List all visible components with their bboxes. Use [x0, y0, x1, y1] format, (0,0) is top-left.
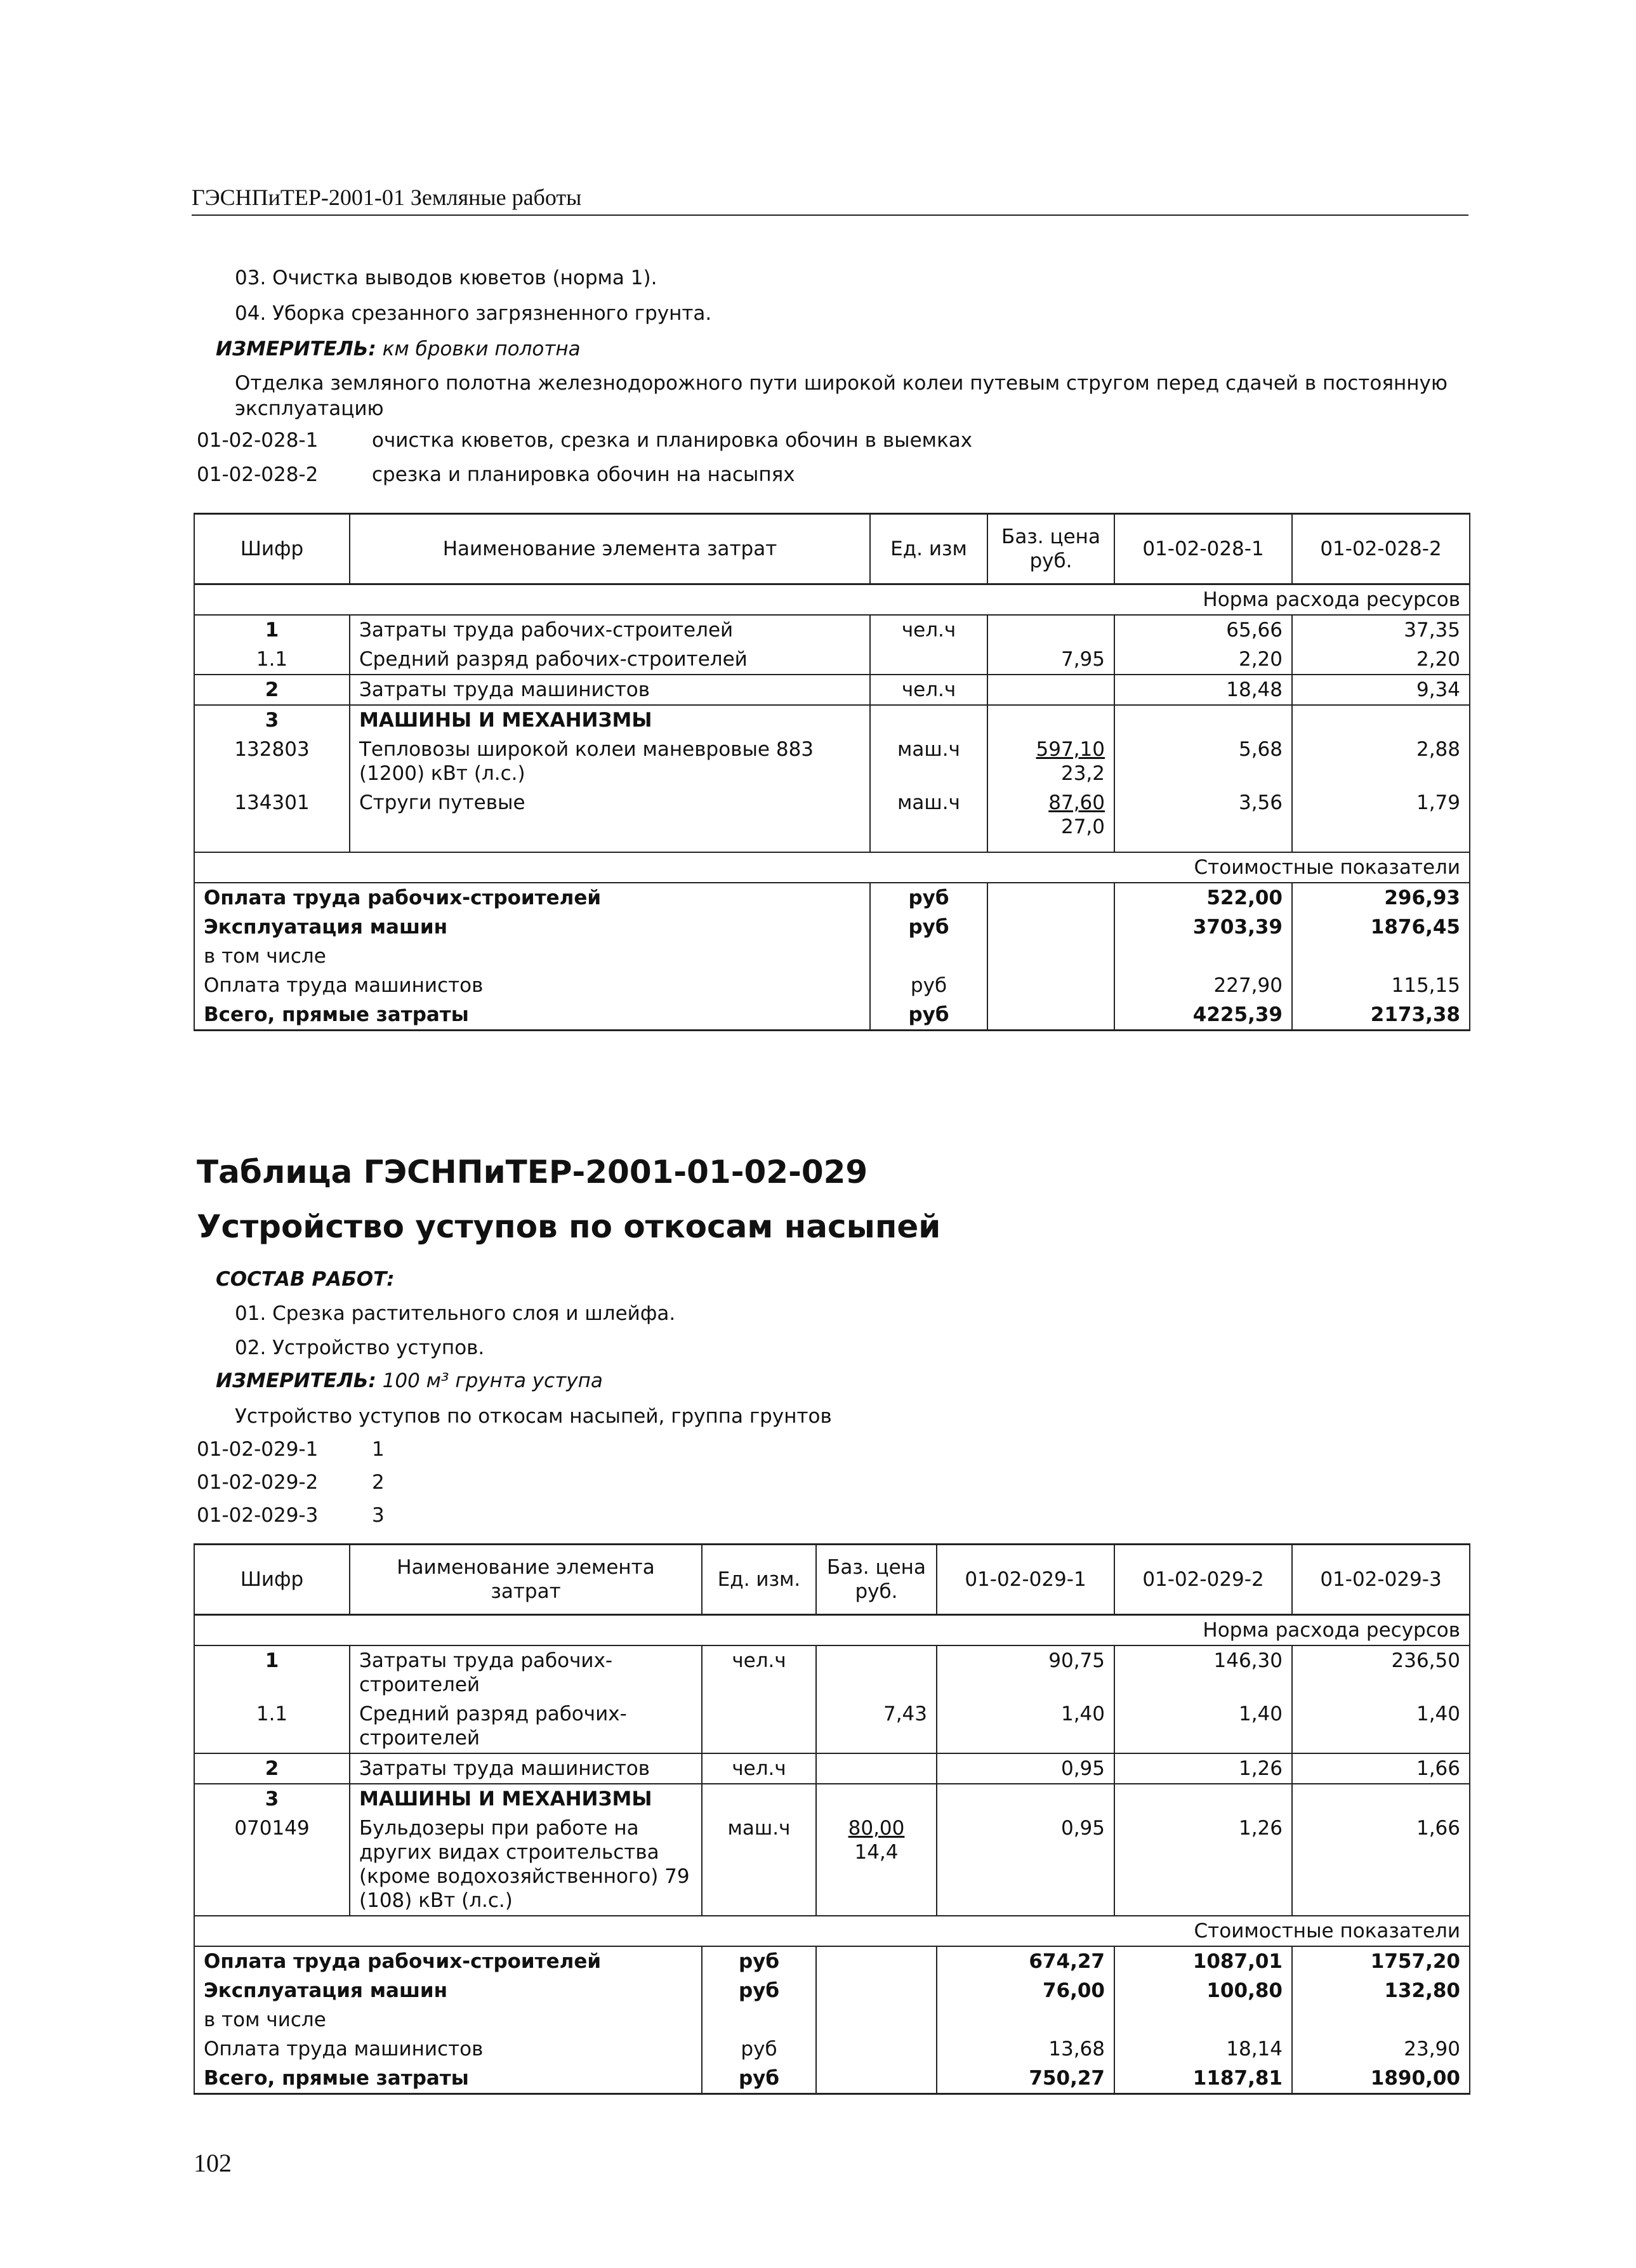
cost-value: 750,27 — [937, 2064, 1114, 2094]
description-line-2: эксплуатацию — [235, 397, 384, 420]
section-row-norm — [194, 1615, 1470, 1646]
cell-unit: маш.ч — [702, 1814, 816, 1916]
cost-value: 522,00 — [1114, 883, 1292, 913]
code-line — [197, 463, 795, 486]
cost-name: Оплата труда машинистов — [194, 971, 870, 1000]
table-row — [194, 615, 1470, 645]
cost-value — [1292, 2005, 1470, 2034]
cell-name: Бульдозеры при работе на других видах строительства (кроме водохозяйственного) 79 (108) кВт (л.с.) — [350, 1814, 702, 1916]
table-subtitle: Устройство уступов по откосам насыпей — [197, 1208, 941, 1245]
cost-value: 1890,00 — [1292, 2064, 1470, 2094]
cell-code: 132803 — [194, 735, 350, 788]
cell-value: 1,79 — [1292, 788, 1470, 852]
meter-value: 100 м³ грунта уступа — [382, 1369, 603, 1392]
cost-value: 132,80 — [1292, 1976, 1470, 2005]
cell-value — [1114, 1784, 1292, 1814]
code-line — [197, 1504, 385, 1527]
cell-value: 18,48 — [1114, 675, 1292, 705]
cost-value: 23,90 — [1292, 2034, 1470, 2064]
cost-price — [987, 942, 1114, 971]
cell-unit: чел.ч — [870, 615, 987, 645]
cost-name: Эксплуатация машин — [194, 913, 870, 942]
cost-value: 18,14 — [1114, 2034, 1292, 2064]
section-label: Стоимостные показатели — [194, 852, 1470, 883]
cost-name: Оплата труда машинистов — [194, 2034, 702, 2064]
cost-row — [194, 883, 1470, 913]
cell-value: 65,66 — [1114, 615, 1292, 645]
cell-value — [1292, 705, 1470, 735]
cost-unit: руб — [702, 2064, 816, 2094]
header-rule — [192, 214, 1468, 216]
cost-unit: руб — [702, 1946, 816, 1976]
cost-value: 1757,20 — [1292, 1946, 1470, 1976]
table-row — [194, 1753, 1470, 1784]
cell-price — [987, 705, 1114, 735]
cell-price — [987, 615, 1114, 645]
cost-value: 1087,01 — [1114, 1946, 1292, 1976]
cell-name: МАШИНЫ И МЕХАНИЗМЫ — [350, 705, 870, 735]
cell-name: Затраты труда машинистов — [350, 675, 870, 705]
cost-name: Всего, прямые затраты — [194, 1000, 870, 1031]
cell-value: 1,26 — [1114, 1753, 1292, 1784]
cost-value: 4225,39 — [1114, 1000, 1292, 1031]
cell-value: 1,26 — [1114, 1814, 1292, 1916]
cost-name: Эксплуатация машин — [194, 1976, 702, 2005]
work-item-02: 02. Устройство уступов. — [235, 1336, 485, 1359]
cell-value: 1,40 — [1292, 1699, 1470, 1753]
code-line — [197, 1471, 385, 1494]
cell-value — [1292, 1784, 1470, 1814]
column-header: Баз. цена руб. — [816, 1545, 937, 1615]
meter-value: км бровки полотна — [382, 338, 581, 360]
cost-row — [194, 942, 1470, 971]
code-text: 3 — [372, 1504, 385, 1527]
cell-unit: чел.ч — [702, 1753, 816, 1784]
cost-price — [987, 913, 1114, 942]
cell-code: 1 — [194, 615, 350, 645]
cell-name: Средний разряд рабочих-строителей — [350, 645, 870, 675]
code: 01-02-029-1 — [197, 1438, 319, 1461]
cell-code: 1 — [194, 1645, 350, 1699]
cell-code: 2 — [194, 675, 350, 705]
cost-name: в том числе — [194, 2005, 702, 2034]
cell-price — [816, 1814, 937, 1916]
cost-value: 115,15 — [1292, 971, 1470, 1000]
cost-price — [987, 1000, 1114, 1031]
cost-unit: руб — [702, 1976, 816, 2005]
table-row — [194, 735, 1470, 788]
section-label: Норма расхода ресурсов — [194, 584, 1470, 616]
code: 01-02-029-2 — [197, 1471, 319, 1494]
code: 01-02-028-1 — [197, 429, 319, 452]
cost-row — [194, 2005, 1470, 2034]
cell-value: 37,35 — [1292, 615, 1470, 645]
cell-value: 2,20 — [1292, 645, 1470, 675]
cost-unit: руб — [870, 1000, 987, 1031]
cell-value: 5,68 — [1114, 735, 1292, 788]
work-item-04: 04. Уборка срезанного загрязненного грунта. — [235, 302, 712, 325]
code: 01-02-028-2 — [197, 463, 319, 486]
table-row — [194, 1645, 1470, 1699]
cost-value — [1114, 942, 1292, 971]
cost-row — [194, 2034, 1470, 2064]
table-row — [194, 1784, 1470, 1814]
cell-code: 3 — [194, 1784, 350, 1814]
section-row-cost — [194, 1916, 1470, 1946]
cost-value: 2173,38 — [1292, 1000, 1470, 1031]
cell-value: 0,95 — [937, 1753, 1114, 1784]
cell-code: 134301 — [194, 788, 350, 852]
meter-line-2 — [216, 1369, 603, 1392]
price-bottom: 14,4 — [854, 1841, 899, 1864]
cost-row — [194, 1976, 1470, 2005]
cell-price: 7,95 — [987, 645, 1114, 675]
cost-unit — [870, 942, 987, 971]
cell-unit — [870, 705, 987, 735]
code-text: 1 — [372, 1438, 385, 1461]
cell-name: Тепловозы широкой колеи маневровые 883 (1200) кВт (л.с.) — [350, 735, 870, 788]
column-header: 01-02-028-1 — [1114, 514, 1292, 584]
cell-unit — [870, 645, 987, 675]
work-item-01: 01. Срезка растительного слоя и шлейфа. — [235, 1302, 676, 1325]
cell-price — [987, 735, 1114, 788]
cell-price — [987, 788, 1114, 852]
cost-value — [937, 2005, 1114, 2034]
cell-unit — [702, 1699, 816, 1753]
cell-value: 1,66 — [1292, 1814, 1470, 1916]
cell-unit: чел.ч — [870, 675, 987, 705]
cost-value: 76,00 — [937, 1976, 1114, 2005]
cell-code: 1.1 — [194, 1699, 350, 1753]
cost-unit: руб — [870, 913, 987, 942]
cell-price: 7,43 — [816, 1699, 937, 1753]
cost-value: 3703,39 — [1114, 913, 1292, 942]
cost-value — [1292, 942, 1470, 971]
cell-value: 0,95 — [937, 1814, 1114, 1916]
price-bottom: 23,2 — [1060, 762, 1105, 785]
cell-value: 2,88 — [1292, 735, 1470, 788]
cost-price — [816, 1976, 937, 2005]
cell-value: 1,66 — [1292, 1753, 1470, 1784]
meter-label: ИЗМЕРИТЕЛЬ: — [216, 338, 376, 360]
cell-code: 3 — [194, 705, 350, 735]
meter-line-1 — [216, 338, 581, 360]
table-row — [194, 645, 1470, 675]
cost-unit: руб — [702, 2034, 816, 2064]
cost-row — [194, 971, 1470, 1000]
cell-code: 2 — [194, 1753, 350, 1784]
cell-value: 1,40 — [1114, 1699, 1292, 1753]
meter-label: ИЗМЕРИТЕЛЬ: — [216, 1369, 376, 1392]
cost-value: 227,90 — [1114, 971, 1292, 1000]
resource-table-2 — [194, 1543, 1470, 2095]
section-row-norm — [194, 584, 1470, 616]
column-header: Наименование элемента затрат — [350, 514, 870, 584]
cell-name: МАШИНЫ И МЕХАНИЗМЫ — [350, 1784, 702, 1814]
cost-price — [816, 2005, 937, 2034]
cost-row — [194, 1946, 1470, 1976]
cost-value: 100,80 — [1114, 1976, 1292, 2005]
code-line — [197, 1438, 385, 1461]
cost-unit: руб — [870, 883, 987, 913]
cell-value: 90,75 — [937, 1645, 1114, 1699]
cost-name: Оплата труда рабочих-строителей — [194, 883, 870, 913]
column-header: Ед. изм — [870, 514, 987, 584]
cost-row-total — [194, 2064, 1470, 2094]
column-header: 01-02-029-2 — [1114, 1545, 1292, 1615]
section-row-cost — [194, 852, 1470, 883]
running-header: ГЭСНПиТЕР-2001-01 Земляные работы — [192, 185, 582, 210]
work-item-03: 03. Очистка выводов кюветов (норма 1). — [235, 267, 657, 289]
code-text: очистка кюветов, срезка и планировка обочин в выемках — [372, 429, 973, 452]
table-row — [194, 788, 1470, 852]
cost-value: 296,93 — [1292, 883, 1470, 913]
section-label: Стоимостные показатели — [194, 1916, 1470, 1946]
table-row — [194, 705, 1470, 735]
cost-price — [987, 971, 1114, 1000]
cost-value: 1876,45 — [1292, 913, 1470, 942]
table-row — [194, 1699, 1470, 1753]
price-bottom: 27,0 — [1060, 815, 1105, 838]
cell-value: 1,40 — [937, 1699, 1114, 1753]
cell-value — [1114, 705, 1292, 735]
column-header: Ед. изм. — [702, 1545, 816, 1615]
column-header: 01-02-029-1 — [937, 1545, 1114, 1615]
cost-value: 674,27 — [937, 1946, 1114, 1976]
table-header-row — [194, 514, 1470, 584]
cost-unit — [702, 2005, 816, 2034]
code: 01-02-029-3 — [197, 1504, 319, 1527]
cell-name: Средний разряд рабочих-строителей — [350, 1699, 702, 1753]
section-label: Норма расхода ресурсов — [194, 1615, 1470, 1646]
cell-value: 3,56 — [1114, 788, 1292, 852]
cost-row — [194, 913, 1470, 942]
cell-value: 2,20 — [1114, 645, 1292, 675]
cell-name: Затраты труда рабочих-строителей — [350, 1645, 702, 1699]
table-header-row — [194, 1545, 1470, 1615]
page-number: 102 — [194, 2149, 232, 2177]
column-header: Шифр — [194, 1545, 350, 1615]
column-header: Шифр — [194, 514, 350, 584]
column-header: 01-02-029-3 — [1292, 1545, 1470, 1615]
cell-unit: чел.ч — [702, 1645, 816, 1699]
cell-name: Затраты труда машинистов — [350, 1753, 702, 1784]
cell-name: Затраты труда рабочих-строителей — [350, 615, 870, 645]
cell-price — [816, 1645, 937, 1699]
price-top: 80,00 — [848, 1817, 905, 1840]
cost-price — [987, 883, 1114, 913]
cell-name: Струги путевые — [350, 788, 870, 852]
code-line — [197, 429, 972, 452]
cell-value: 146,30 — [1114, 1645, 1292, 1699]
cost-name: Оплата труда рабочих-строителей — [194, 1946, 702, 1976]
cost-value — [1114, 2005, 1292, 2034]
cell-price — [987, 675, 1114, 705]
cell-value: 236,50 — [1292, 1645, 1470, 1699]
table-title: Таблица ГЭСНПиТЕР-2001-01-02-029 — [197, 1154, 868, 1190]
cost-value: 13,68 — [937, 2034, 1114, 2064]
code-text: срезка и планировка обочин на насыпях — [372, 463, 795, 486]
cell-price — [816, 1753, 937, 1784]
cell-unit — [702, 1784, 816, 1814]
column-header: 01-02-028-2 — [1292, 514, 1470, 584]
cell-code: 070149 — [194, 1814, 350, 1916]
price-top: 87,60 — [1048, 791, 1105, 814]
column-header: Наименование элемента затрат — [350, 1545, 702, 1615]
cost-row-total — [194, 1000, 1470, 1031]
description-line: Устройство уступов по откосам насыпей, группа грунтов — [235, 1405, 832, 1428]
cost-price — [816, 1946, 937, 1976]
cost-value: 1187,81 — [1114, 2064, 1292, 2094]
cell-code: 1.1 — [194, 645, 350, 675]
cost-price — [816, 2064, 937, 2094]
cell-unit: маш.ч — [870, 788, 987, 852]
cell-unit: маш.ч — [870, 735, 987, 788]
code-text: 2 — [372, 1471, 385, 1494]
table-row — [194, 1814, 1470, 1916]
resource-table-1 — [194, 513, 1470, 1031]
cost-unit: руб — [870, 971, 987, 1000]
price-top: 597,10 — [1036, 738, 1105, 761]
cell-price — [816, 1784, 937, 1814]
composition-label: СОСТАВ РАБОТ: — [216, 1268, 395, 1291]
column-header: Баз. цена руб. — [987, 514, 1114, 584]
cell-value: 9,34 — [1292, 675, 1470, 705]
cost-price — [816, 2034, 937, 2064]
description-line-1: Отделка земляного полотна железнодорожного пути широкой колеи путевым стругом перед сдачей в постоянную — [235, 372, 1448, 395]
cost-name: Всего, прямые затраты — [194, 2064, 702, 2094]
cost-name: в том числе — [194, 942, 870, 971]
table-row — [194, 675, 1470, 705]
cell-value — [937, 1784, 1114, 1814]
